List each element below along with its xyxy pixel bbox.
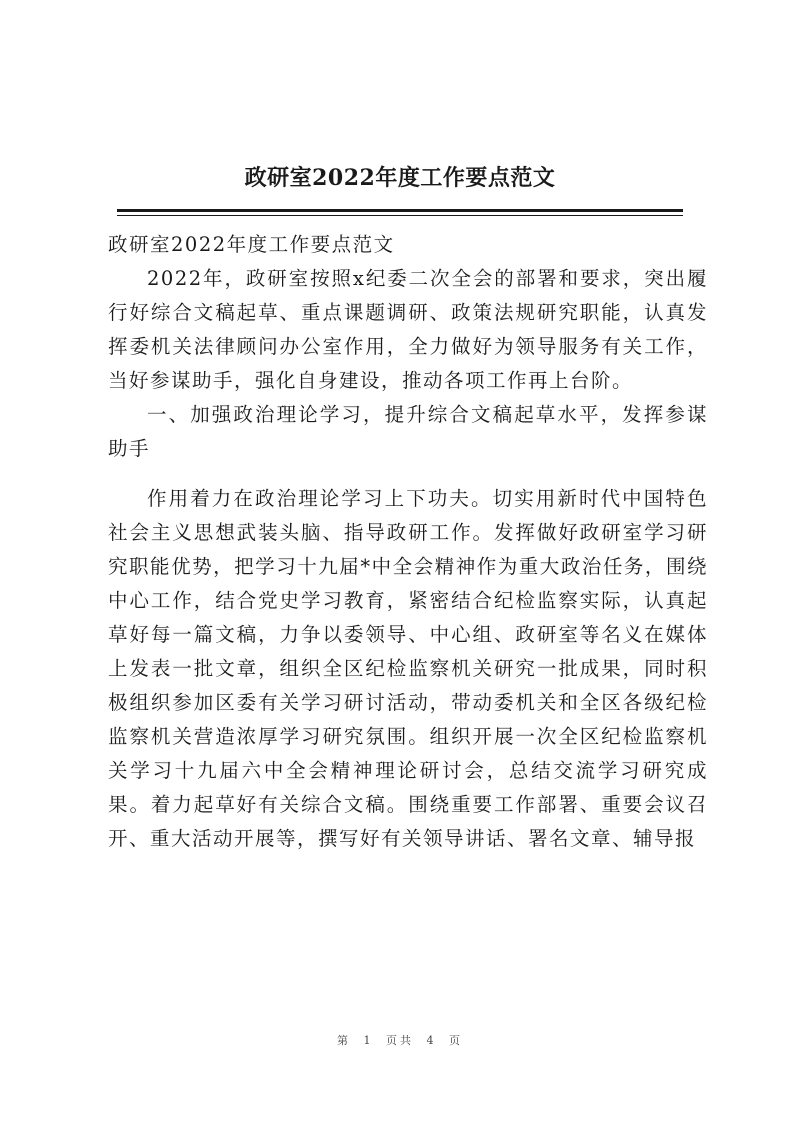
section-heading: 一、加强政治理论学习，提升综合文稿起草水平，发挥参谋助手 — [108, 403, 708, 460]
title-divider — [117, 209, 683, 212]
document-body — [108, 228, 708, 856]
body-paragraph: 2022年，政研室按照x纪委二次全会的部署和要求，突出履行好综合文稿起草、重点课题调研、政策法规研究职能，认真发挥委机关法律顾问办公室作用，全力做好为领导服务有关工作，当好参谋助手，强化自身建设，推动各项工作再上台阶。 — [108, 267, 708, 392]
page-footer: 第 1 页共 4 页 — [337, 1034, 463, 1047]
document-title: 政研室2022年度工作要点范文 — [244, 165, 556, 191]
title-divider-thin — [117, 215, 683, 216]
body-paragraph: 作用着力在政治理论学习上下功夫。切实用新时代中国特色社会主义思想武装头脑、指导政研工作。发挥做好政研室学习研究职能优势，把学习十九届*中全会精神作为重大政治任务，围绕中心工作，结合党史学习教育，紧密结合纪检监察实际，认真起草好每一篇文稿，力争以委领导、中心组、政研室等名义在媒体上发表一批文章，组织全区纪检监察机关研究一批成果，同时积极组织参加区委有关学习研讨活动，带动委机关和全区各级纪检监察机关营造浓厚学习研究氛围。组织开展一次全区纪检监察机关学习十九届六中全会精神理论研讨会，总结交流学习研究成果。着力起草好有关综合文稿。围绕重要工作部署、重要会议召开、重大活动开展等，撰写好有关领导讲话、署名文章、辅导报 — [108, 487, 708, 850]
body-heading: 政研室2022年度工作要点范文 — [108, 233, 395, 256]
